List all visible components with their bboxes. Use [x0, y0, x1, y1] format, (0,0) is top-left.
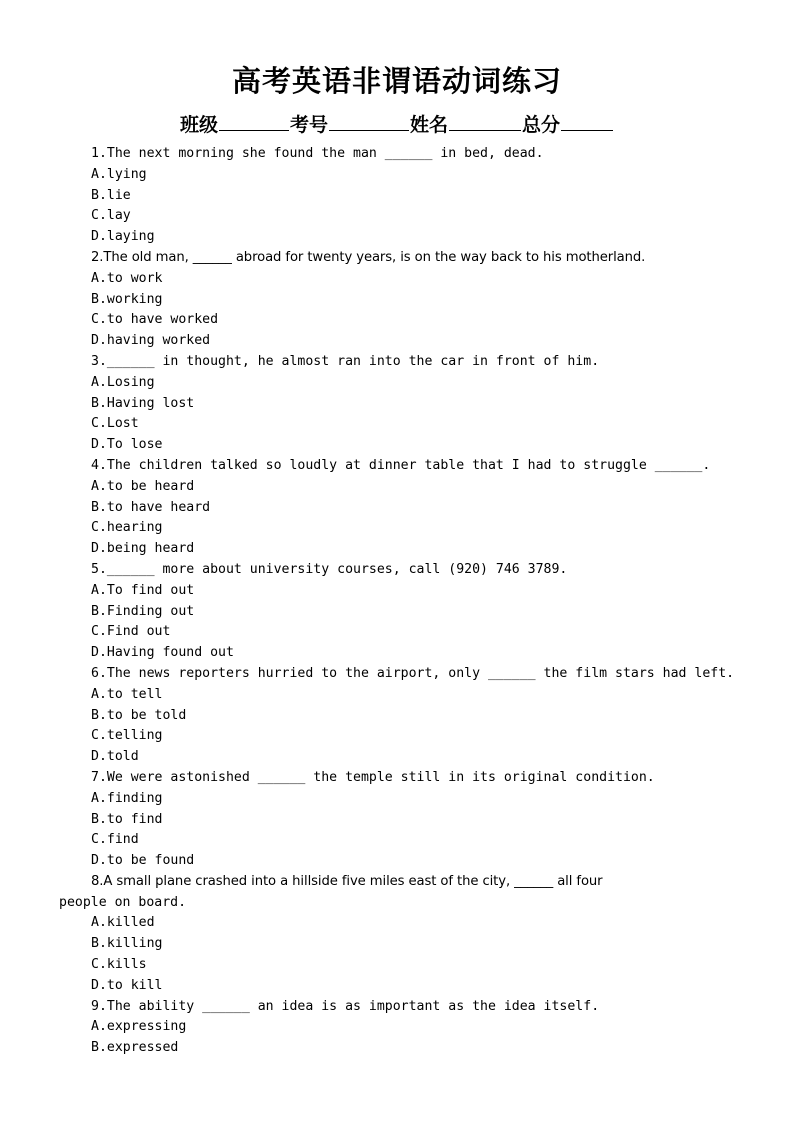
- option: C.Lost: [91, 416, 139, 432]
- option: B.lie: [91, 187, 131, 203]
- header-fields: [0, 110, 794, 139]
- option: B.Having lost: [91, 395, 195, 411]
- option: D.laying: [91, 229, 155, 245]
- option: D.Having found out: [91, 645, 234, 661]
- option: B.to have heard: [91, 499, 211, 515]
- question-stem-continuation: people on board.: [59, 894, 187, 910]
- option: C.hearing: [91, 520, 163, 536]
- option: B.Finding out: [91, 603, 195, 619]
- page-title: 高考英语非谓语动词练习: [231, 64, 562, 98]
- option: C.find: [91, 832, 139, 848]
- question-stem: 5.______ more about university courses, call (920) 746 3789.: [91, 561, 568, 577]
- option: A.expressing: [91, 1019, 187, 1035]
- option: D.having worked: [91, 333, 211, 349]
- option: D.being heard: [91, 541, 195, 557]
- option: D.To lose: [91, 437, 163, 453]
- question-stem: 6.The news reporters hurried to the airport, only ______ the film stars had left.: [91, 665, 735, 681]
- option: C.kills: [91, 957, 147, 973]
- option: B.to be told: [91, 707, 187, 723]
- option: B.expressed: [91, 1040, 179, 1056]
- question-stem: 4.The children talked so loudly at dinner table that I had to struggle ______.: [91, 457, 711, 473]
- option: B.working: [91, 291, 163, 307]
- question-stem: 2.The old man, ______ abroad for twenty years, is on the way back to his motherland.: [91, 249, 646, 265]
- option: D.to kill: [91, 977, 163, 993]
- option: A.to be heard: [91, 478, 195, 494]
- question-stem: 8.A small plane crashed into a hillside five miles east of the city, ______ all four: [91, 873, 603, 889]
- score-blank: [561, 110, 613, 131]
- question-stem: 9.The ability ______ an idea is as important as the idea itself.: [91, 998, 600, 1014]
- option: A.Losing: [91, 374, 155, 390]
- score-label: 总分: [522, 114, 561, 136]
- option: B.to find: [91, 811, 163, 827]
- option: A.lying: [91, 166, 147, 182]
- class-blank: [219, 110, 289, 131]
- number-label: 考号: [289, 114, 328, 136]
- number-blank: [329, 110, 409, 131]
- class-label: 班级: [179, 114, 218, 136]
- option: C.Find out: [91, 624, 171, 640]
- option: D.told: [91, 749, 139, 765]
- question-list: [59, 144, 749, 1059]
- option: C.lay: [91, 208, 131, 224]
- option: A.finding: [91, 790, 163, 806]
- option: C.to have worked: [91, 312, 219, 328]
- option: D.to be found: [91, 853, 195, 869]
- question-stem: 1.The next morning she found the man ______ in bed, dead.: [91, 146, 544, 161]
- name-label: 姓名: [410, 114, 449, 136]
- option: C.telling: [91, 728, 163, 744]
- option: A.To find out: [91, 582, 195, 598]
- option: A.to work: [91, 270, 163, 286]
- option: A.killed: [91, 915, 155, 931]
- name-blank: [449, 110, 521, 131]
- question-stem: 3.______ in thought, he almost ran into the car in front of him.: [91, 353, 600, 369]
- option: B.killing: [91, 936, 163, 952]
- question-stem: 7.We were astonished ______ the temple still in its original condition.: [91, 769, 655, 785]
- option: A.to tell: [91, 686, 163, 702]
